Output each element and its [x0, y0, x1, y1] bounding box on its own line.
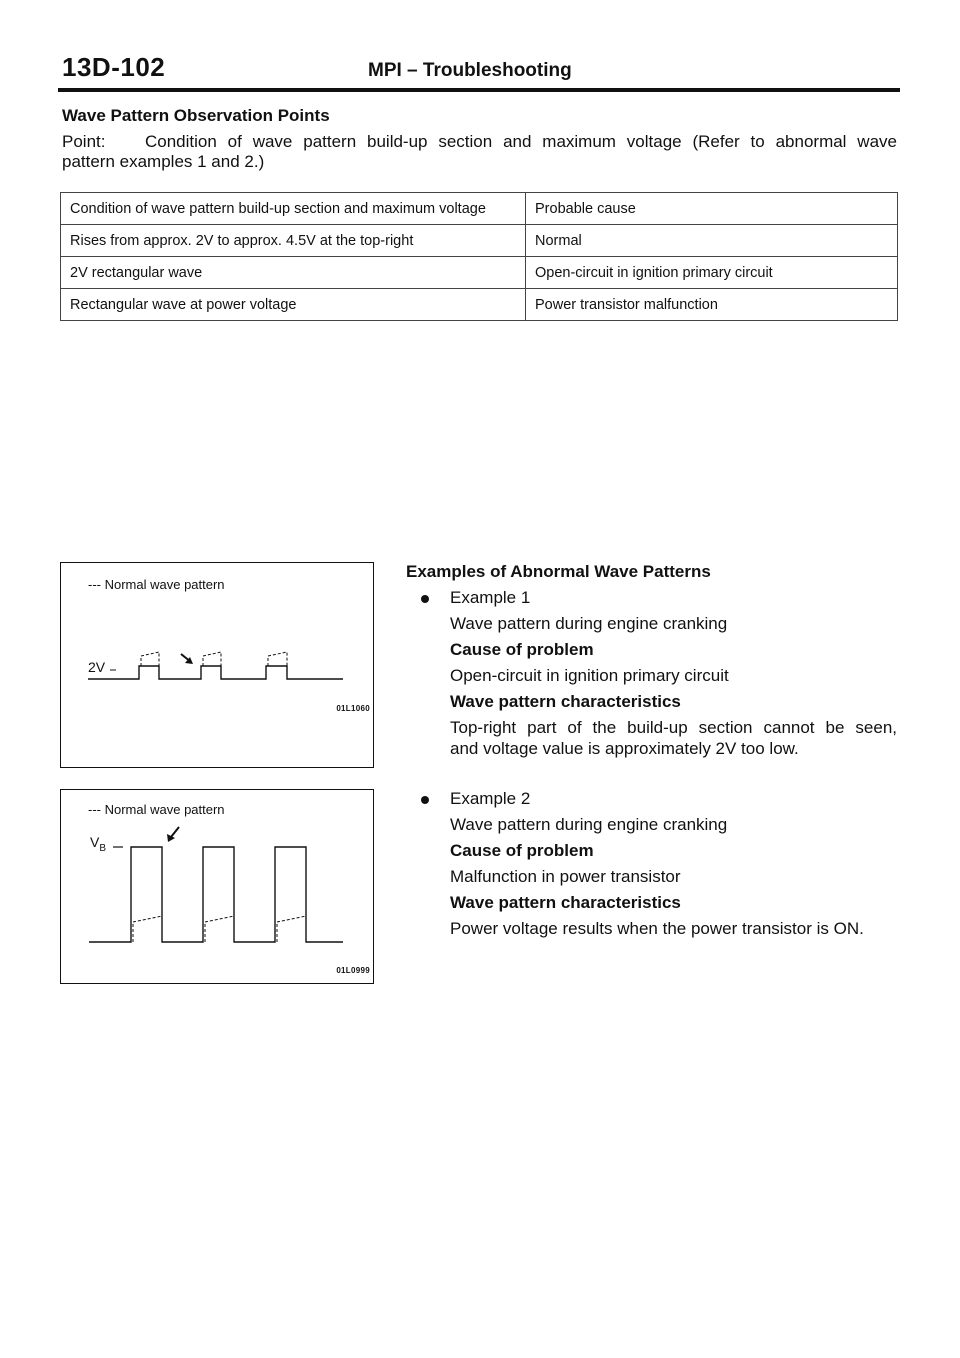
voltage-level-label: 2V	[88, 659, 106, 675]
table-header-row	[61, 193, 898, 225]
table-cell: 2V rectangular wave	[61, 257, 526, 289]
point-label: Point:	[62, 132, 106, 151]
section-title: MPI – Troubleshooting	[368, 60, 572, 81]
arrow-icon	[171, 827, 179, 837]
table-cell: Power transistor malfunction	[526, 289, 898, 321]
example-title: Example 2	[450, 789, 531, 808]
normal-wave-dashed	[141, 652, 159, 666]
figure-legend: --- Normal wave pattern	[88, 577, 225, 592]
table-header-cell: Condition of wave pattern build-up section and maximum voltage	[61, 193, 526, 225]
example-cause: Malfunction in power transistor	[450, 867, 681, 886]
table-cell: Open-circuit in ignition primary circuit	[526, 257, 898, 289]
bullet-icon	[421, 595, 429, 603]
page-number: 13D-102	[62, 52, 166, 82]
table-row	[61, 257, 898, 289]
abnormal-wave-line	[89, 847, 343, 942]
point-text-line2: pattern examples 1 and 2.)	[62, 152, 265, 171]
example-characteristics-line2: and voltage value is approximately 2V too low.	[450, 739, 799, 758]
example-characteristics-line1: Power voltage results when the power transistor is ON.	[450, 919, 864, 938]
bullet-icon	[421, 796, 429, 804]
characteristics-label: Wave pattern characteristics	[450, 893, 681, 912]
figure-legend: --- Normal wave pattern	[88, 802, 225, 817]
condition-table	[60, 192, 898, 321]
normal-wave-dashed	[268, 652, 287, 666]
figure-code: 01L1060	[336, 704, 370, 713]
abnormal-wave-line	[88, 666, 343, 679]
example-condition: Wave pattern during engine cranking	[450, 614, 728, 633]
point-text-line1: Condition of wave pattern build-up section and maximum voltage (Refer to abnormal wave	[145, 132, 897, 151]
cause-label: Cause of problem	[450, 841, 594, 860]
normal-wave-dashed	[133, 916, 162, 942]
example-characteristics-line1: Top-right part of the build-up section cannot be seen,	[450, 718, 897, 737]
normal-wave-dashed	[205, 916, 234, 942]
examples-heading: Examples of Abnormal Wave Patterns	[406, 562, 711, 581]
normal-wave-dashed	[203, 652, 221, 666]
characteristics-label: Wave pattern characteristics	[450, 692, 681, 711]
figure-code: 01L0999	[336, 966, 370, 975]
figure-example-2	[60, 789, 374, 984]
example-cause: Open-circuit in ignition primary circuit	[450, 666, 729, 685]
example-title: Example 1	[450, 588, 531, 607]
figure-example-1	[60, 562, 374, 768]
example-condition: Wave pattern during engine cranking	[450, 815, 728, 834]
table-cell: Rises from approx. 2V to approx. 4.5V at the top-right	[61, 225, 526, 257]
voltage-level-label: $V_B$	[90, 834, 107, 854]
table-header-cell: Probable cause	[526, 193, 898, 225]
waveform-diagram	[61, 790, 373, 983]
header-rule	[58, 88, 900, 92]
table-row	[61, 289, 898, 321]
normal-wave-dashed	[277, 916, 306, 942]
observation-heading: Wave Pattern Observation Points	[62, 106, 330, 125]
voltage-level-subscript: B	[99, 842, 107, 854]
cause-label: Cause of problem	[450, 640, 594, 659]
arrow-head-icon	[167, 834, 175, 842]
table-cell: Rectangular wave at power voltage	[61, 289, 526, 321]
table-cell: Normal	[526, 225, 898, 257]
waveform-diagram	[61, 563, 373, 767]
table-row	[61, 225, 898, 257]
